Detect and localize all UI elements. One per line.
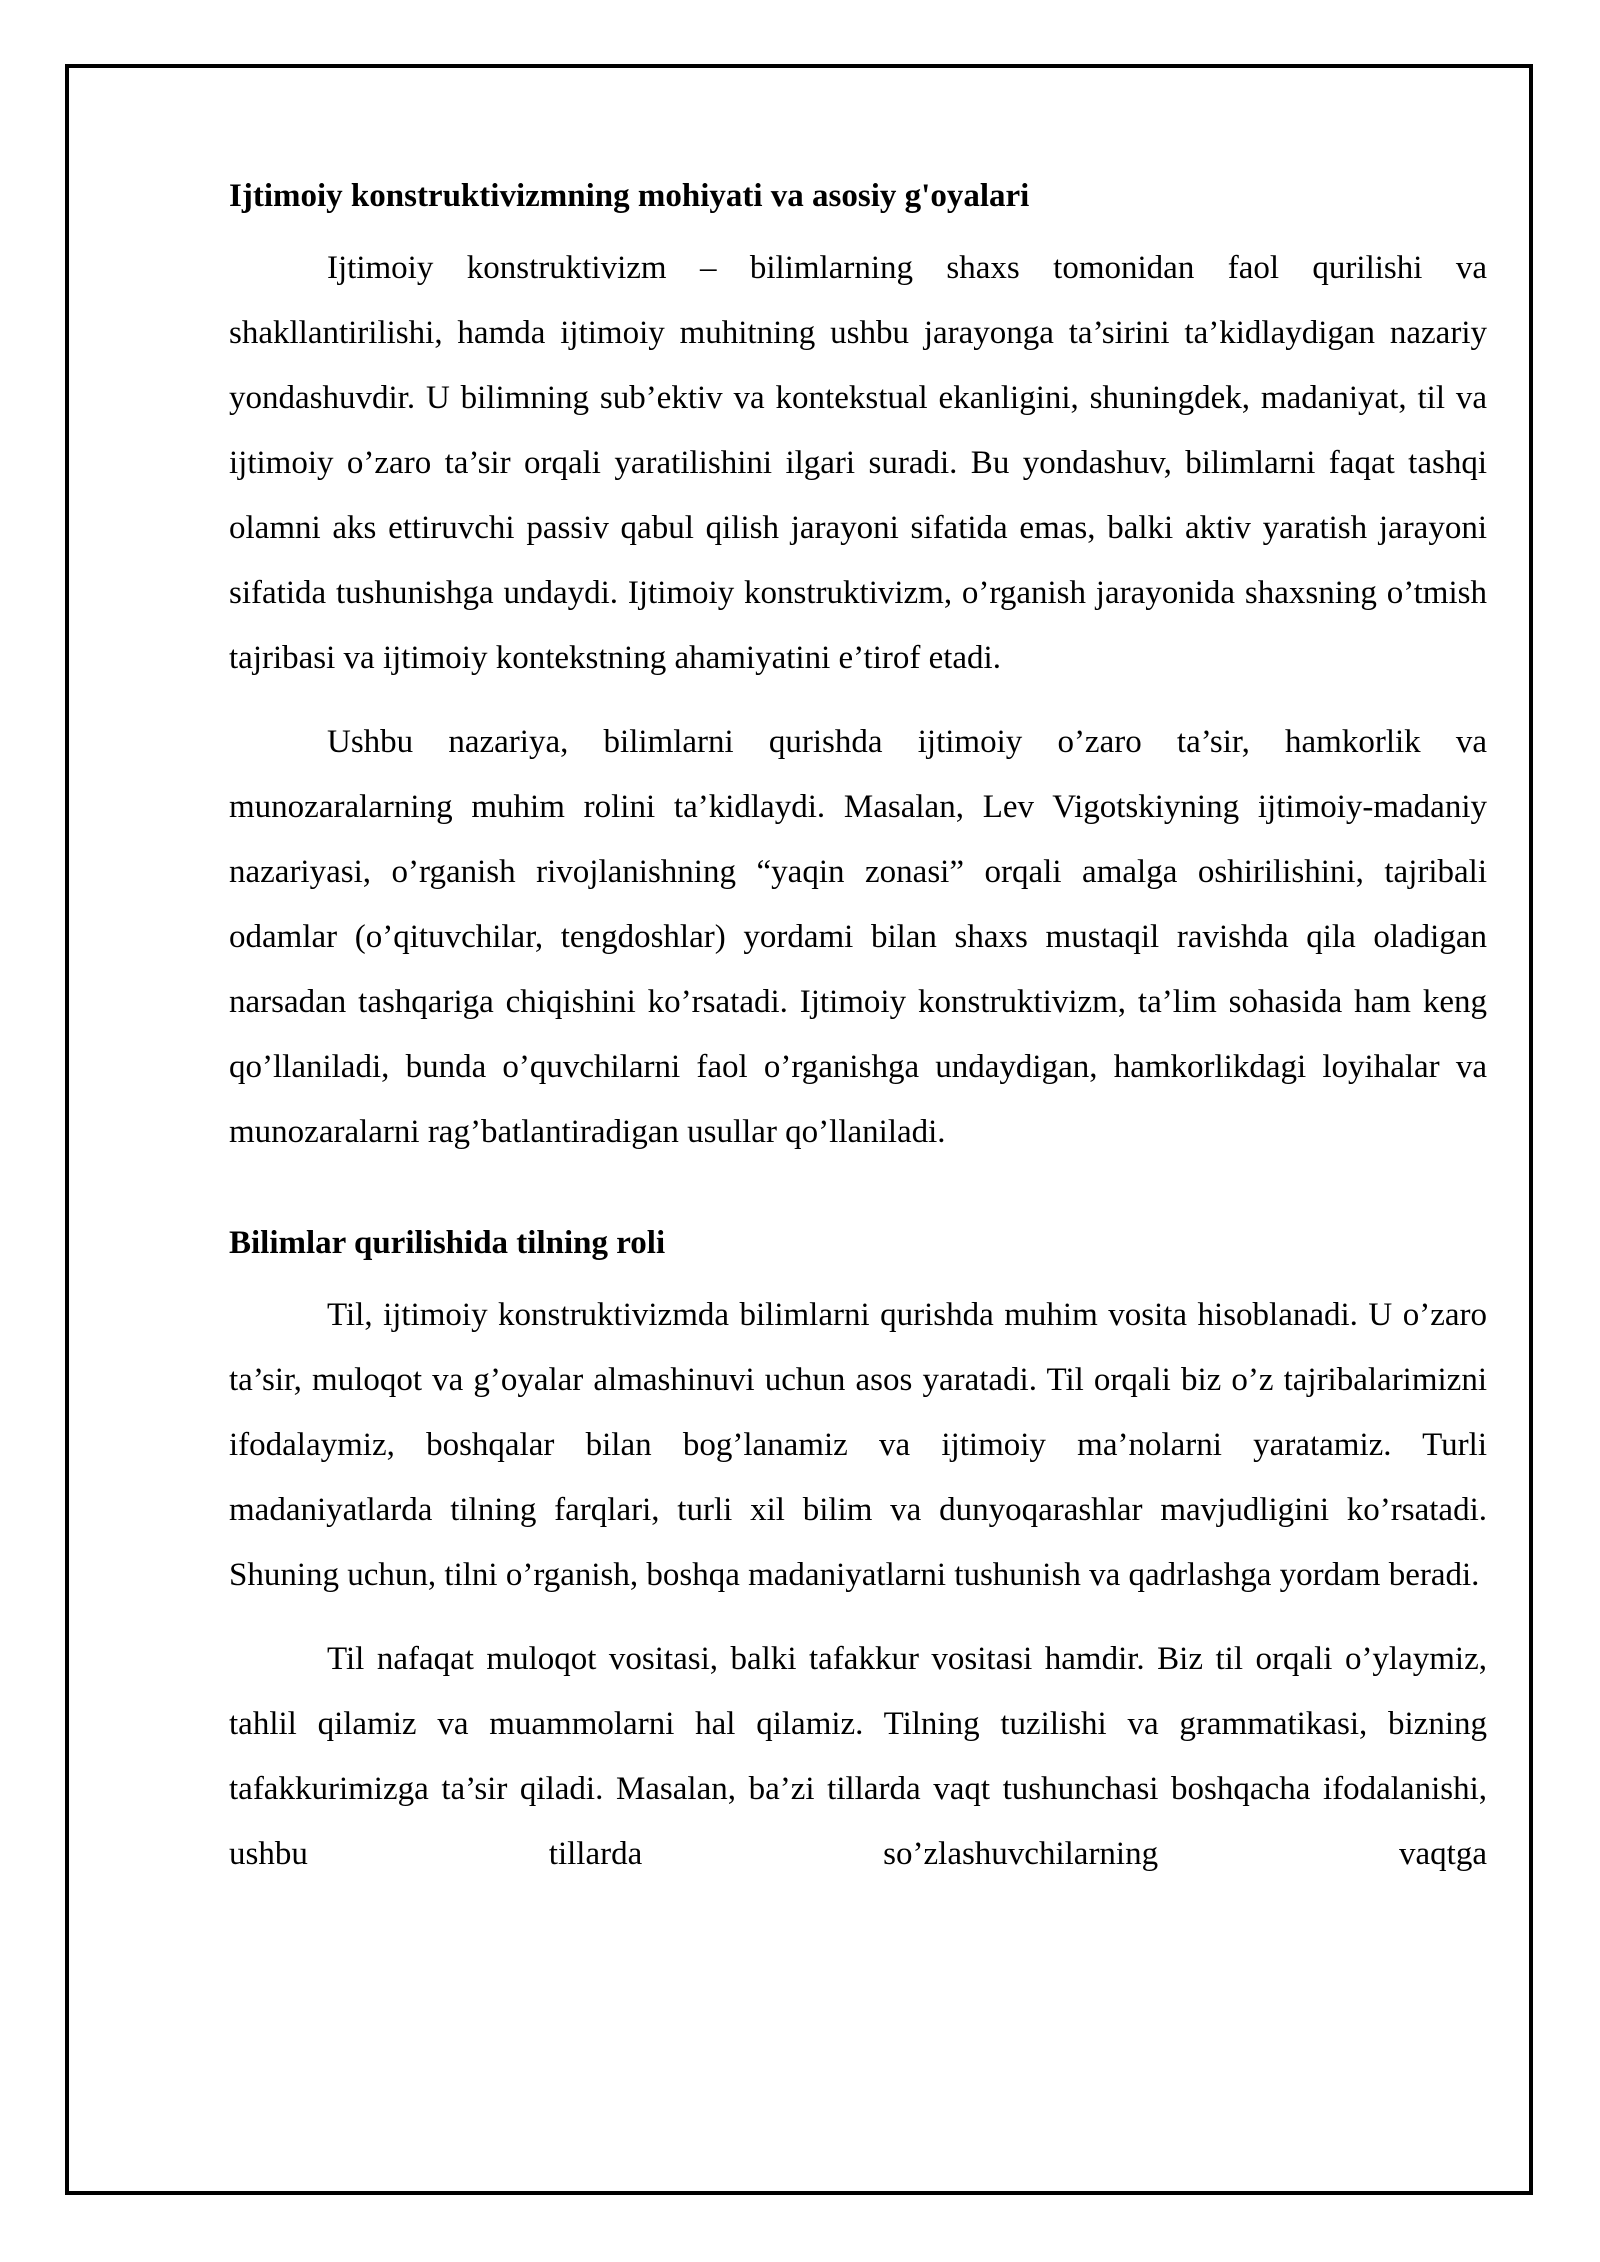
body-paragraph: Ushbu nazariya, bilimlarni qurishda ijtimoiy o’zaro ta’sir, hamkorlik va munozaralarning muhim rolini ta’kidlaydi. Masalan, Lev Vigotskiyning ijtimoiy-madaniy nazariyasi, o’rganish rivojlanishning “yaqin zonasi” orqali amalga oshirilishini, tajribali odamlar (o’qituvchilar, tengdoshlar) yordami bilan shaxs mustaqil ravishda qila oladigan narsadan tashqariga chiqishini ko’rsatadi. Ijtimoiy konstruktivizm, ta’lim sohasida ham keng qo’llaniladi, bunda o’quvchilarni faol o’rganishga undaydigan, hamkorlikdagi loyihalar va munozaralarni rag’batlantiradigan usullar qo’llaniladi. — [229, 724, 1487, 1150]
section-heading: Ijtimoiy konstruktivizmning mohiyati va asosiy g'oyalari — [229, 178, 1030, 214]
body-paragraph: Til, ijtimoiy konstruktivizmda bilimlarni qurishda muhim vosita hisoblanadi. U o’zaro ta’sir, muloqot va g’oyalar almashinuvi uchun asos yaratadi. Til orqali biz o’z tajribalarimizni ifodalaymiz, boshqalar bilan bog’lanamiz va ijtimoiy ma’nolarni yaratamiz. Turli madaniyatlarda tilning farqlari, turli xil bilim va dunyoqarashlar mavjudligini ko’rsatadi. Shuning uchun, tilni o’rganish, boshqa madaniyatlarni tushunish va qadrlashga yordam beradi. — [229, 1297, 1487, 1593]
body-paragraph: Ijtimoiy konstruktivizm – bilimlarning shaxs tomonidan faol qurilishi va shakllantirilishi, hamda ijtimoiy muhitning ushbu jarayonga ta’sirini ta’kidlaydigan nazariy yondashuvdir. U bilimning sub’ektiv va kontekstual ekanligini, shuningdek, madaniyat, til va ijtimoiy o’zaro ta’sir orqali yaratilishini ilgari suradi. Bu yondashuv, bilimlarni faqat tashqi olamni aks ettiruvchi passiv qabul qilish jarayoni sifatida emas, balki aktiv yaratish jarayoni sifatida tushunishga undaydi. Ijtimoiy konstruktivizm, o’rganish jarayonida shaxsning o’tmish tajribasi va ijtimoiy kontekstning ahamiyatini e’tirof etadi. — [229, 250, 1487, 676]
section-heading: Bilimlar qurilishida tilning roli — [229, 1225, 666, 1261]
body-paragraph: Til nafaqat muloqot vositasi, balki tafakkur vositasi hamdir. Biz til orqali o’ylaymiz, tahlil qilamiz va muammolarni hal qilamiz. Tilning tuzilishi va grammatikasi, bizning tafakkurimizga ta’sir qiladi. Masalan, ba’zi tillarda vaqt tushunchasi boshqacha ifodalanishi, ushbu tillarda so’zlashuvchilarning vaqtga — [229, 1641, 1487, 1872]
document-body — [229, 170, 1487, 1887]
